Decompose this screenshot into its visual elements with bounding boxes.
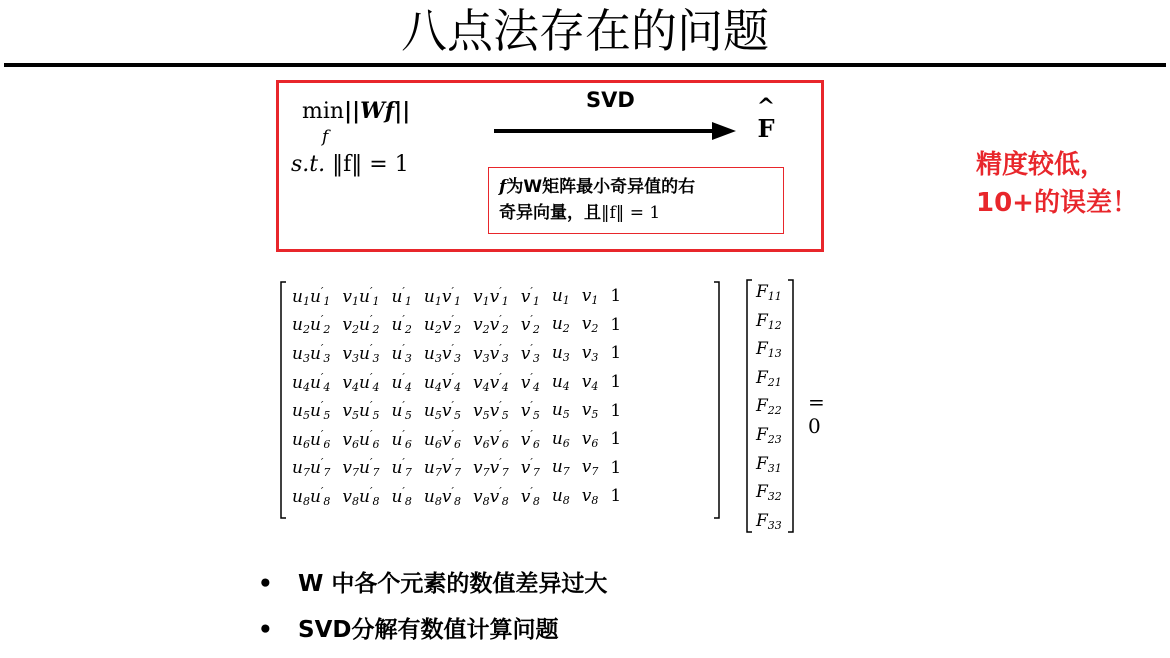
matrix-row <box>286 368 627 397</box>
bullet-icon: • <box>258 617 273 643</box>
vector-left-bracket <box>744 278 754 534</box>
matrix-row <box>286 482 627 511</box>
matrix-cell: $u_3u'_3$ <box>292 341 331 365</box>
matrix-cell: $v_1v'_1$ <box>472 284 509 308</box>
matrix-cell: $v_3v'_3$ <box>472 341 509 365</box>
min-operator: min f <box>302 99 345 147</box>
note-line-2 <box>499 200 773 226</box>
matrix-cell: $u_2$ <box>551 314 570 336</box>
accuracy-warning <box>976 146 1138 222</box>
objective-norm: ||Wf|| <box>344 98 411 124</box>
matrix-cell: 1 <box>610 400 622 421</box>
matrix-cell: $u'_3$ <box>391 341 412 365</box>
bullet-text-1: W 中各个元素的数值差异过大 <box>298 571 608 597</box>
matrix-cell: $u_8$ <box>551 485 570 507</box>
matrix-cell: $u_1v'_1$ <box>423 284 461 308</box>
vector-entry: $F_{11}$ <box>756 282 782 303</box>
right-arrow-icon <box>494 118 744 144</box>
note-text-2: 奇异向量，且 <box>499 203 601 223</box>
matrix-cell: $v_2v'_2$ <box>472 313 509 337</box>
warning-line-1: 精度较低， <box>976 150 1107 180</box>
vector-right-bracket <box>786 278 796 534</box>
matrix-cell: $v'_2$ <box>520 313 540 337</box>
matrix-cell: $v'_8$ <box>520 484 540 508</box>
matrix-cell: $v'_6$ <box>520 427 540 451</box>
matrix-cell: 1 <box>610 486 622 507</box>
matrix-cell: $u_4$ <box>551 371 570 393</box>
matrix-cell: $v_8u'_8$ <box>342 484 380 508</box>
vector-entry: $F_{21}$ <box>756 367 782 389</box>
matrix-cell: $v_7u'_7$ <box>342 456 380 480</box>
matrix-row <box>286 454 627 483</box>
matrix-cell: 1 <box>610 286 622 307</box>
objective-expression <box>302 98 411 147</box>
vector-entry: $F_{33}$ <box>756 510 782 532</box>
matrix-cell: $v'_3$ <box>520 341 540 365</box>
matrix-cell: $v_6u'_6$ <box>342 427 380 451</box>
f-hat-result <box>754 94 778 144</box>
matrix-cell: $v'_5$ <box>520 399 540 423</box>
matrix-cell: $v_8$ <box>581 485 599 507</box>
matrix-row <box>286 339 627 368</box>
matrix-cell: $v_4v'_4$ <box>472 370 509 394</box>
matrix-cell: $u'_1$ <box>391 284 412 308</box>
matrix-cell: $u'_5$ <box>391 399 412 423</box>
bullet-icon: • <box>258 571 273 597</box>
matrix-cell: $u_6$ <box>551 428 570 450</box>
note-line-1 <box>499 174 773 200</box>
equals-zero: = 0 <box>808 390 825 438</box>
matrix-cell: $u'_7$ <box>391 456 412 480</box>
matrix-cell: $u'_6$ <box>391 427 412 451</box>
matrix-cell: $v'_7$ <box>520 456 540 480</box>
matrix-cell: $v'_1$ <box>520 284 540 308</box>
matrix-row <box>286 282 627 311</box>
slide-title: 八点法存在的问题 <box>401 4 769 58</box>
hat-accent: ^ <box>756 94 776 120</box>
matrix-cell: $v_5v'_5$ <box>472 399 509 423</box>
vector-entry: $F_{32}$ <box>756 482 782 504</box>
matrix-cell: $u'_2$ <box>391 313 412 337</box>
matrix-cell: 1 <box>610 429 622 450</box>
matrix-cell: $u_6u'_6$ <box>292 427 331 451</box>
min-subscript: f <box>322 127 329 147</box>
matrix-cell: $v_3u'_3$ <box>342 341 380 365</box>
vector-entry: $F_{12}$ <box>756 310 782 332</box>
matrix-cell: $u_5u'_5$ <box>292 399 331 423</box>
matrix-cell: $v_1$ <box>581 285 599 307</box>
note-f-symbol: f <box>499 177 507 197</box>
matrix-cell: $u_2u'_2$ <box>292 313 331 337</box>
matrix-cell: 1 <box>610 314 622 335</box>
matrix-cell: $u_7$ <box>551 457 570 479</box>
matrix-cell: $u'_4$ <box>391 370 412 394</box>
matrix-cell: $v_7$ <box>581 457 599 479</box>
matrix-cell: $u_1$ <box>551 285 570 307</box>
vector-entry: $F_{22}$ <box>756 396 782 418</box>
constraint-prefix: s.t. <box>291 152 326 177</box>
matrix-cell: $u_4u'_4$ <box>292 370 331 394</box>
matrix-cell: $u_2v'_2$ <box>423 313 461 337</box>
matrix-row <box>286 396 627 425</box>
matrix-cell: $u'_8$ <box>391 484 412 508</box>
matrix-cell: $v_5u'_5$ <box>342 399 380 423</box>
matrix-row <box>286 425 627 454</box>
svd-note-box <box>488 167 784 234</box>
f-result-letter: F <box>757 114 775 143</box>
bullet-text-2: SVD分解有数值计算问题 <box>298 617 559 643</box>
matrix-cell: $u_1u'_1$ <box>292 284 331 308</box>
matrix-cell: 1 <box>610 343 622 364</box>
vector-entry: $F_{23}$ <box>756 424 782 446</box>
matrix-cell: $v_6v'_6$ <box>472 427 509 451</box>
svd-arrow-label: SVD <box>586 88 635 112</box>
warning-line-2: 10+的误差！ <box>976 188 1138 218</box>
matrix-cell: $u_7u'_7$ <box>292 456 331 480</box>
matrix-row <box>286 311 627 340</box>
list-item <box>258 566 607 612</box>
matrix-cell: $v_5$ <box>581 400 599 422</box>
matrix-cell: $v_2$ <box>581 314 599 336</box>
title-divider <box>4 63 1166 67</box>
matrix-cell: 1 <box>610 457 622 478</box>
note-norm: ‖f‖ = 1 <box>601 203 661 223</box>
vector-entry: $F_{31}$ <box>756 453 782 475</box>
matrix-right-bracket <box>712 278 722 522</box>
issue-list <box>258 566 607 658</box>
matrix-cell: $u_5$ <box>551 400 570 422</box>
matrix-cell: $v_2u'_2$ <box>342 313 380 337</box>
vector-entry: $F_{13}$ <box>756 339 782 361</box>
constraint-expression <box>291 152 409 177</box>
matrix-cell: $v_3$ <box>581 342 599 364</box>
matrix-cell: $u_4v'_4$ <box>423 370 461 394</box>
matrix-cell: $u_6v'_6$ <box>423 427 461 451</box>
matrix-cell: $v_4$ <box>581 371 599 393</box>
matrix-cell: $u_8u'_8$ <box>292 484 331 508</box>
linear-system-equation <box>278 278 838 534</box>
constraint-norm: ‖f‖ = 1 <box>332 152 409 177</box>
matrix-cell: $v_1u'_1$ <box>342 284 380 308</box>
matrix-cell: $v'_4$ <box>520 370 540 394</box>
matrix-cell: $u_8v'_8$ <box>423 484 461 508</box>
matrix-cell: 1 <box>610 372 622 393</box>
matrix-cell: $u_3$ <box>551 342 570 364</box>
matrix-cell: $u_5v'_5$ <box>423 399 461 423</box>
matrix-cell: $v_4u'_4$ <box>342 370 380 394</box>
matrix-cell: $v_6$ <box>581 428 599 450</box>
list-item <box>258 612 607 658</box>
note-text-1: 为W矩阵最小奇异值的右 <box>506 177 696 197</box>
coefficient-matrix <box>286 282 627 511</box>
matrix-cell: $u_3v'_3$ <box>423 341 461 365</box>
matrix-cell: $v_7v'_7$ <box>472 456 509 480</box>
matrix-cell: $u_7v'_7$ <box>423 456 461 480</box>
matrix-cell: $v_8v'_8$ <box>472 484 509 508</box>
